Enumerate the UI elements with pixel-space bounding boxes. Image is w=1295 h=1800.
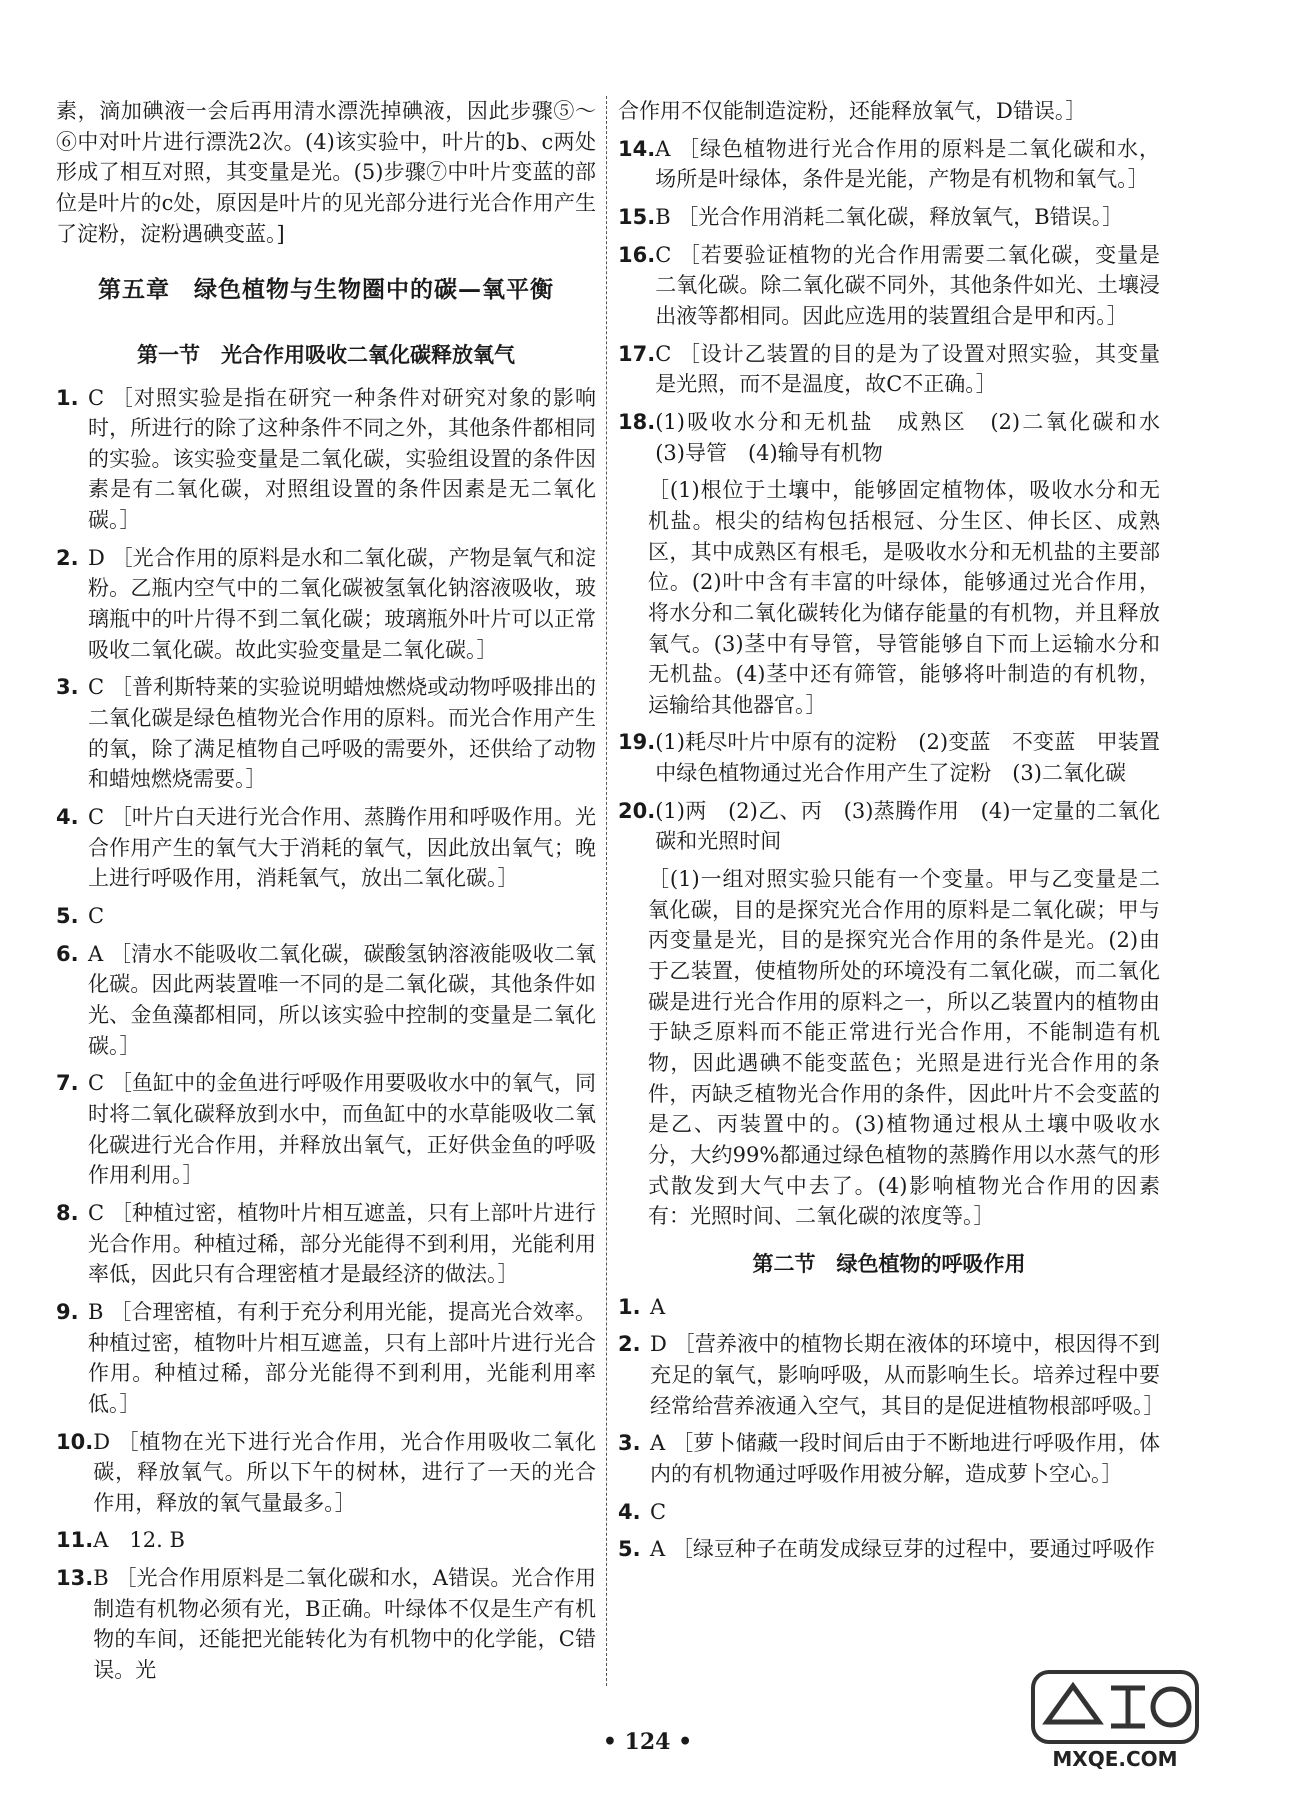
answer-number: 9. <box>56 1299 79 1324</box>
answer-number: 18. <box>618 409 656 434</box>
answer-item <box>618 407 1181 468</box>
answer-item <box>618 134 1160 195</box>
answer-text: B ［光合作用原料是二氧化碳和水，A错误。光合作用制造有机物必须有光，B正确。叶绿体不仅是生产有机物的车间，还能把光能转化为有机物中的化学能，C错误。光 <box>93 1566 596 1683</box>
answer-item <box>618 1534 1160 1565</box>
answer-number: 16. <box>618 242 656 267</box>
answer-13-continued: 合作用不仅能制造淀粉，还能释放氧气，D错误。］ <box>618 99 1087 123</box>
answer-number: 3. <box>618 1431 641 1456</box>
answer-number: 6. <box>56 941 79 966</box>
answer-number: 5. <box>56 904 79 929</box>
answer-20-explanation: ［(1)一组对照实验只能有一个变量。甲与乙变量是二氧化碳，目的是探究光合作用的原料是二氧化碳；甲与丙变量是光，目的是探究光合作用的条件是光。(2)由于乙装置，使植物所处的环境没有二氧化碳，而二氧化碳是进行光合作用的原料之一，所以乙装置内的植物由于缺乏原料而不能正常进行光合作用，不能制造有机物，因此遇碘不能变蓝色；光照是进行光合作用的条件，丙缺乏植物光合作用的条件，因此叶片不会变蓝的是乙、丙装置中的。(3)植物通过根从土壤中吸收水分，大约99%都通过绿色植物的蒸腾作用以水蒸气的形式散发到大气中去了。(4)影响植物光合作用的因素有：光照时间、二氧化碳的浓度等。］ <box>648 867 1160 1229</box>
answer-number: 4. <box>56 805 79 830</box>
answer-number: 5. <box>618 1537 641 1562</box>
answer-item <box>56 543 596 666</box>
answer-item <box>618 796 1160 857</box>
answer-number: 2. <box>56 545 79 570</box>
answer-number: 1. <box>56 385 79 410</box>
answer-18-explanation: ［(1)根位于土壤中，能够固定植物体，吸收水分和无机盐。根尖的结构包括根冠、分生区、伸长区、成熟区，其中成熟区有根毛，是吸收水分和无机盐的主要部位。(2)叶中含有丰富的叶绿体，能够通过光合作用，将水分和二氧化碳转化为储存能量的有机物，并且释放氧气。(3)茎中有导管，导管能够自下而上运输水分和无机盐。(4)茎中还有筛管，能够将叶制造的有机物，运输给其他器官。］ <box>648 478 1160 717</box>
left-column <box>56 96 596 1693</box>
answer-item <box>618 339 1160 400</box>
answer-text: B ［光合作用消耗二氧化碳，释放氧气，B错误。］ <box>655 204 1124 229</box>
watermark-url: MXQE.COM <box>1052 1746 1178 1771</box>
answer-text: C ［普利斯特莱的实验说明蜡烛燃烧或动物呼吸排出的二氧化碳是绿色植物光合作用的原料。而光合作用产生的氧，除了满足植物自己呼吸的需要外，还供给了动物和蜡烛燃烧需要。］ <box>88 675 596 792</box>
answer-item <box>56 1198 596 1290</box>
answer-item <box>56 1563 596 1686</box>
answer-text: A ［绿豆种子在萌发成绿豆芽的过程中，要通过呼吸作 <box>650 1537 1155 1562</box>
answer-number: 1. <box>618 1294 641 1319</box>
answer-list <box>56 383 596 1693</box>
answer-text: (1)吸收水分和无机盐 成熟区 (2)二氧化碳和水 (3)导管 (4)输导有机物 <box>655 409 1181 465</box>
answer-number: 17. <box>618 341 656 366</box>
answer-item <box>618 1428 1160 1489</box>
answer-item <box>56 1525 596 1556</box>
answer-number: 10. <box>56 1429 94 1454</box>
answer-text: C ［鱼缸中的金鱼进行呼吸作用要吸收水中的氧气，同时将二氧化碳释放到水中，而鱼缸中的水草能吸收二氧化碳进行光合作用，并释放出氧气，正好供金鱼的呼吸作用利用。］ <box>88 1071 596 1188</box>
answer-number: 4. <box>618 1499 641 1524</box>
section-heading: 第一节 光合作用吸收二氧化碳释放氧气 <box>137 342 515 367</box>
continued-answer-text: 素，滴加碘液一会后再用清水漂洗掉碘液，因此步骤⑤～⑥中对叶片进行漂洗2次。(4)该实验中，叶片的b、c两处形成了相互对照，其变量是光。(5)步骤⑦中叶片变蓝的部位是叶片的c处，原因是叶片的见光部分进行光合作用产生了淀粉，淀粉遇碘变蓝。] <box>56 99 596 246</box>
answer-item <box>618 1292 1160 1323</box>
answer-item <box>56 802 596 894</box>
answer-number: 2. <box>618 1332 641 1357</box>
answer-number: 8. <box>56 1200 79 1225</box>
answer-list <box>618 1292 1165 1572</box>
answer-list <box>618 134 1181 476</box>
column-divider <box>606 96 607 1686</box>
answer-item <box>56 383 596 536</box>
answer-text: C ［种植过密，植物叶片相互遮盖，只有上部叶片进行光合作用。种植过稀，部分光能得不到利用，光能利用率低，因此只有合理密植才是最经济的做法。］ <box>88 1200 596 1287</box>
answer-number: 15. <box>618 204 656 229</box>
answer-text: A 12. B <box>93 1528 185 1553</box>
answer-item <box>56 901 596 932</box>
answer-item <box>56 672 596 795</box>
answer-item <box>618 202 1160 233</box>
answer-number: 20. <box>618 798 656 823</box>
answer-number: 13. <box>56 1566 94 1591</box>
answer-text: D ［营养液中的植物长期在液体的环境中，根因得不到充足的氧气，影响呼吸，从而影响生长。培养过程中要经常给营养液通入空气，其目的是促进植物根部呼吸。］ <box>650 1332 1165 1418</box>
answer-number: 19. <box>618 730 656 755</box>
answer-text: A ［萝卜储藏一段时间后由于不断地进行呼吸作用，体内的有机物通过呼吸作用被分解，造成萝卜空心。］ <box>650 1431 1160 1486</box>
answer-number: 11. <box>56 1528 94 1553</box>
section-heading: 第二节 绿色植物的呼吸作用 <box>752 1251 1026 1276</box>
watermark-logo <box>1025 1662 1205 1780</box>
answer-item <box>56 939 596 1062</box>
answer-item <box>56 1427 596 1519</box>
answer-text: C ［对照实验是指在研究一种条件对研究对象的影响时，所进行的除了这种条件不同之外，其他条件都相同的实验。该实验变量是二氧化碳，实验组设置的条件因素是有二氧化碳，对照组设置的条件因素是无二氧化碳。］ <box>88 385 596 533</box>
answer-text: A ［绿色植物进行光合作用的原料是二氧化碳和水，场所是叶绿体，条件是光能，产物是有机物和氧气。］ <box>655 136 1160 192</box>
answer-item <box>618 1329 1165 1421</box>
answer-number: 3. <box>56 675 79 700</box>
answer-text: A ［清水不能吸收二氧化碳，碳酸氢钠溶液能吸收二氧化碳。因此两装置唯一不同的是二氧化碳，其他条件如光、金鱼藻都相同，所以该实验中控制的变量是二氧化碳。］ <box>88 941 596 1058</box>
answer-text: C ［叶片白天进行光合作用、蒸腾作用和呼吸作用。光合作用产生的氧气大于消耗的氧气，因此放出氧气；晚上进行呼吸作用，消耗氧气，放出二氧化碳。］ <box>88 805 596 891</box>
answer-item <box>618 727 1160 788</box>
chapter-heading: 第五章 绿色植物与生物圈中的碳—氧平衡 <box>98 277 554 304</box>
answer-item <box>618 240 1160 332</box>
answer-item <box>56 1297 596 1420</box>
answer-text: (1)两 (2)乙、丙 (3)蒸腾作用 (4)一定量的二氧化碳和光照时间 <box>655 798 1160 854</box>
answer-item <box>618 1497 1160 1528</box>
answer-number: 7. <box>56 1071 79 1096</box>
answer-text: C ［设计乙装置的目的是为了设置对照实验，其变量是光照，而不是温度，故C不正确。］ <box>655 341 1160 397</box>
answer-text: B ［合理密植，有利于充分利用光能，提高光合效率。种植过密，植物叶片相互遮盖，只有上部叶片进行光合作用。种植过稀，部分光能得不到利用，光能利用率低。］ <box>88 1299 596 1416</box>
answer-text: C <box>650 1499 667 1524</box>
answer-text: C <box>88 904 105 929</box>
answer-text: (1)耗尽叶片中原有的淀粉 (2)变蓝 不变蓝 甲装置中绿色植物通过光合作用产生了淀粉 (3)二氧化碳 <box>655 730 1160 786</box>
answer-item <box>56 1068 596 1191</box>
answer-text: C ［若要验证植物的光合作用需要二氧化碳，变量是二氧化碳。除二氧化碳不同外，其他条件如光、土壤浸出液等都相同。因此应选用的装置组合是甲和丙。］ <box>655 242 1160 328</box>
page-number: • 124 • <box>602 1729 693 1755</box>
answer-text: A <box>650 1294 666 1319</box>
watermark-logo-icon <box>1025 1662 1205 1752</box>
answer-text: D ［光合作用的原料是水和二氧化碳，产物是氧气和淀粉。乙瓶内空气中的二氧化碳被氢氧化钠溶液吸收，玻璃瓶中的叶片得不到二氧化碳；玻璃瓶外叶片可以正常吸收二氧化碳。故此实验变量是二氧化碳。］ <box>88 545 596 662</box>
answer-number: 14. <box>618 136 656 161</box>
answer-text: D ［植物在光下进行光合作用，光合作用吸收二氧化碳，释放氧气。所以下午的树林，进行了一天的光合作用，释放的氧气量最多。］ <box>93 1429 596 1515</box>
right-column <box>618 96 1181 1572</box>
answer-list <box>618 727 1160 864</box>
